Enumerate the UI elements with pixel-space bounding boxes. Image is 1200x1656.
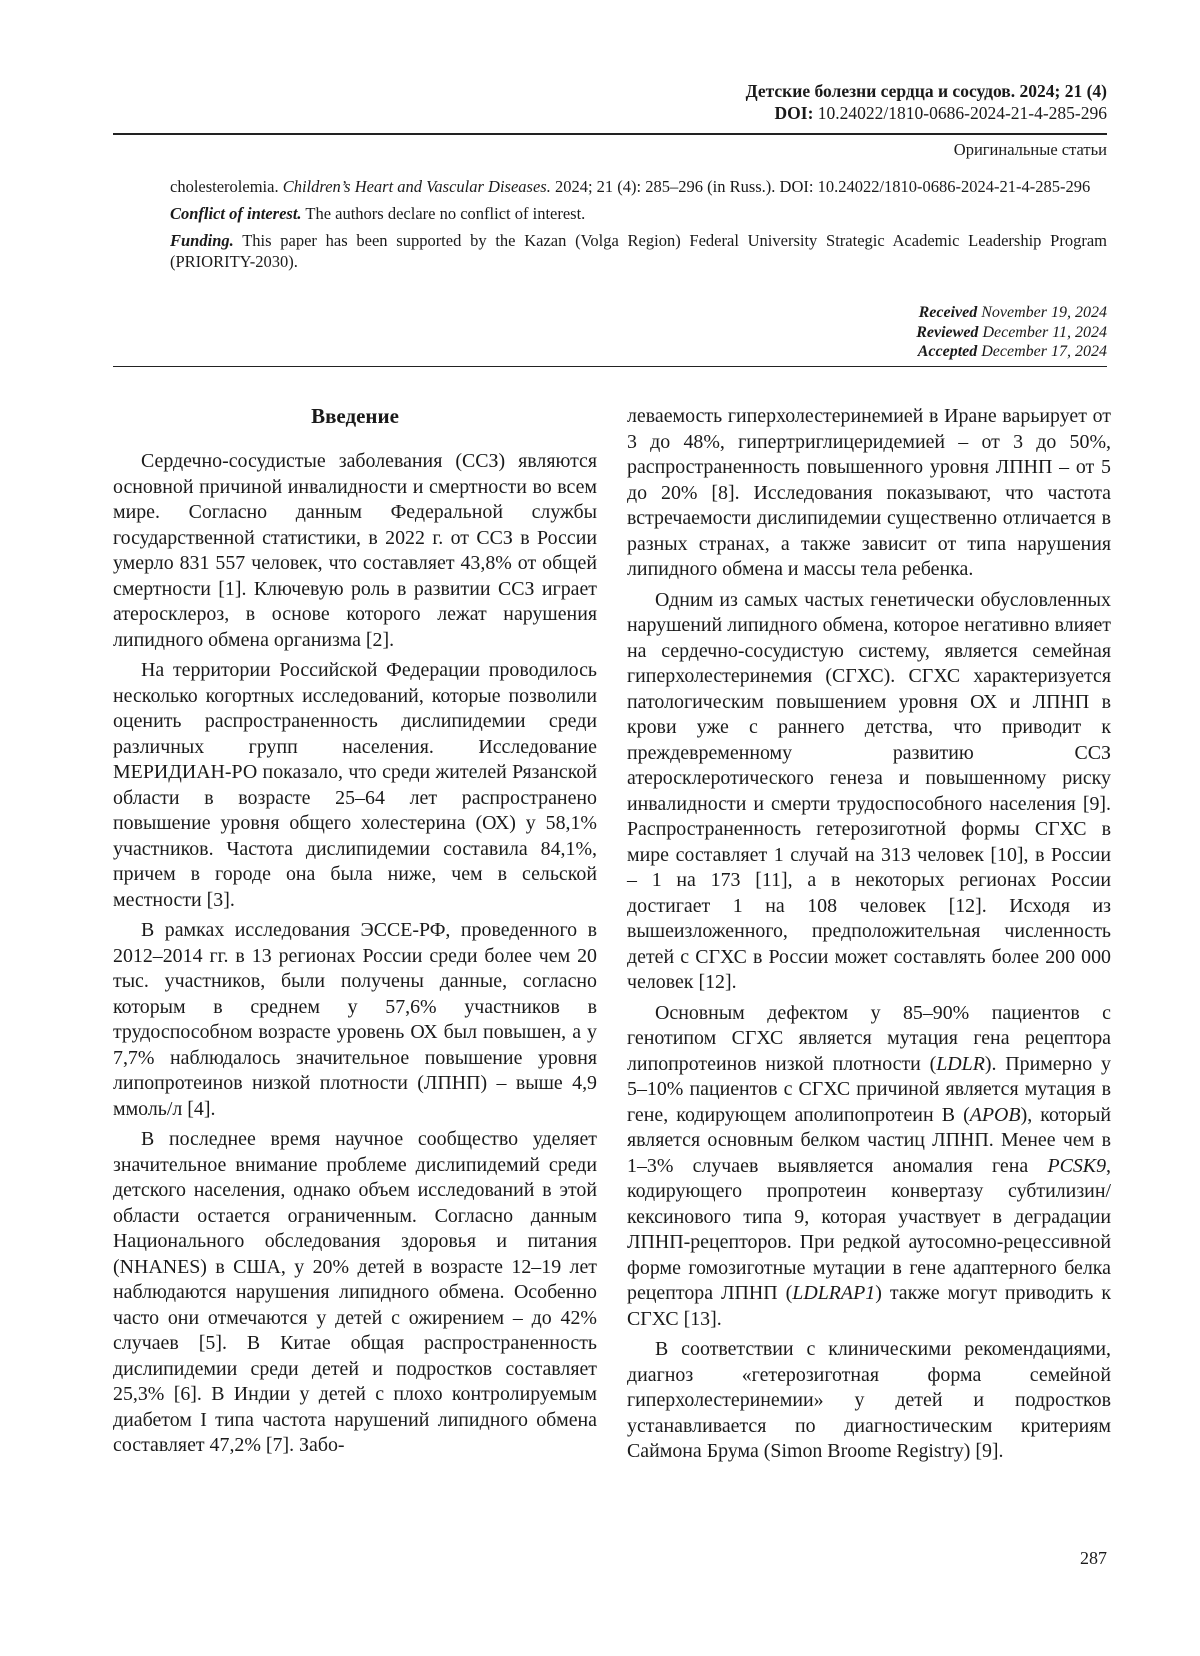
paragraph-8: В соответствии с клиническими рекомендациями, диагноз «гетерозиготная форма семейной гиперхолестеринемии» у детей и подростков устанавливается по диагностическим критериям Саймона Брума (Simon Broome Registry) [9]. — [627, 1338, 1111, 1462]
journal-title: Детские болезни сердца и сосудов. 2024; 21 (4) — [745, 81, 1107, 101]
funding-text: This paper has been supported by the Kazan (Volga Region) Federal University Strategic Academic Leadership Program (PRIORITY-2030). — [170, 231, 1107, 271]
funding-label: Funding. — [170, 231, 234, 250]
received-label: Received — [918, 304, 978, 321]
page-number: 287 — [1080, 1548, 1107, 1568]
paragraph-2: На территории Российской Федерации проводилось несколько когортных исследований, которые позволили оценить распространенность дислипидемии среди различных групп населения. Исследование МЕРИДИАН-РО показало, что среди жителей Рязанской области в возрасте 25–64 лет распространено повышение уровня общего холестерина (ОХ) у 58,1% участников. Частота дислипидемии составила 84,1%, причем в городе она была ниже, чем в сельской местности [3]. — [113, 659, 597, 911]
doi-label: DOI: — [774, 103, 814, 123]
citation — [170, 176, 1107, 197]
p7-text-b: ). Примерно у 5–10% пациентов с СГХС причиной является мутация в гене, кодирующем аполипопротеин B ( — [627, 1052, 1111, 1126]
conflict-label: Conflict of interest. — [170, 204, 302, 223]
front-matter — [170, 176, 1107, 278]
paragraph-7 — [627, 1001, 1111, 1333]
gene-pcsk9: PCSK9 — [1047, 1154, 1107, 1177]
funding-statement — [170, 230, 1107, 272]
p7-text-d: , кодирующего пропротеин конвертазу субтилизин/кексинового типа 9, которая участвует в деградации ЛПНП-рецепторов. При редкой аутосомно-рецессивной форме гомозиготные мутации в гене адаптерного белка рецептора ЛПНП ( — [627, 1154, 1111, 1304]
reviewed-value: December 11, 2024 — [978, 323, 1107, 341]
section-heading: Введение — [311, 404, 399, 428]
header-rule — [113, 133, 1107, 135]
gene-apob: APOB — [969, 1103, 1021, 1126]
paragraph-3: В рамках исследования ЭССЕ-РФ, проведенного в 2012–2014 гг. в 13 регионах России среди более чем 20 тыс. участников, были получены данные, согласно которым в среднем у 57,6% участников в трудоспособном возрасте уровень ОХ был повышен, а у 7,7% наблюдалось значительное повышение уровня липопротеинов низкой плотности (ЛПНП) – выше 4,9 ммоль/л [4]. — [113, 919, 597, 1120]
citation-part2: 2024; 21 (4): 285–296 (in Russ.). DOI: 10.24022/1810-0686-2024-21-4-285-296 — [550, 177, 1091, 196]
left-column — [113, 404, 597, 1464]
paragraph-5: леваемость гиперхолестеринемией в Иране варьирует от 3 до 48%, гипертриглицеридемией – от 3 до 50%, распространенность повышенного уровня ЛПНП – от 5 до 20% [8]. Исследования показывают, что частота встречаемости дислипидемии существенно отличается в разных странах, а также зависит от типа нарушения липидного обмена и массы тела ребенка. — [627, 405, 1111, 580]
gene-ldlr: LDLR — [936, 1052, 985, 1075]
p7-text-e: ) также могут приводить к СГХС [13]. — [627, 1282, 1111, 1330]
conflict-statement — [170, 203, 1107, 224]
doi-value: 10.24022/1810-0686-2024-21-4-285-296 — [813, 103, 1107, 123]
accepted-value: December 17, 2024 — [977, 343, 1107, 360]
received-value: November 19, 2024 — [977, 304, 1107, 321]
doi-line — [746, 102, 1107, 124]
article-dates — [916, 303, 1107, 362]
front-matter-rule — [113, 366, 1107, 367]
paragraph-1: Сердечно-сосудистые заболевания (ССЗ) являются основной причиной инвалидности и смертности во всем мире. Согласно данным Федеральной службы государственной статистики, в 2022 г. от ССЗ в России умерло 831 557 человек, что составляет 43,8% от общей смертности [1]. Ключевую роль в развитии ССЗ играет атеросклероз, в основе которого лежат нарушения липидного обмена организма [2]. — [113, 450, 597, 651]
citation-journal: Children’s Heart and Vascular Diseases. — [282, 177, 551, 196]
section-label: Оригинальные статьи — [953, 140, 1107, 159]
citation-part1: cholesterolemia. — [170, 177, 283, 196]
reviewed-label: Reviewed — [916, 323, 979, 341]
conflict-text: The authors declare no conflict of interest. — [301, 204, 586, 223]
paragraph-6: Одним из самых частых генетически обусловленных нарушений липидного обмена, которое негативно влияет на сердечно-сосудистую систему, является семейная гиперхолестеринемия (СГХС). СГХС характеризуется патологическим повышением уровня ОХ и ЛПНП в крови уже с раннего детства, что приводит к преждевременному развитию ССЗ атеросклеротического генеза и повышенному риску инвалидности и смерти трудоспособного населения [9]. Распространенность гетерозиготной формы СГХС в мире составляет 1 случай на 313 человек [10], в России – 1 на 173 [11], а в некоторых регионах России достигает 1 на 108 человек [12]. Исходя из вышеизложенного, предположительная численность детей с СГХС в России может составлять более 200 000 человек [12]. — [627, 588, 1111, 993]
running-header — [746, 80, 1107, 124]
p7-text-a: Основным дефектом у 85–90% пациентов с генотипом СГХС является мутация гена рецептора липопротеинов низкой плотности ( — [627, 1001, 1111, 1075]
reviewed-date — [916, 323, 1107, 343]
gene-ldlrap1: LDLRAP1 — [792, 1282, 876, 1304]
right-column — [627, 404, 1111, 1470]
paragraph-4: В последнее время научное сообщество уделяет значительное внимание проблеме дислипидемий среди детского населения, однако объем исследований в этой области остается ограниченным. Согласно данным Национального обследования здоровья и питания (NHANES) в США, у 20% детей в возрасте 12–19 лет наблюдаются нарушения липидного обмена. Особенно часто они отмечаются у детей с ожирением – до 42% случаев [5]. В Китае общая распространенность дислипидемии среди детей и подростков составляет 25,3% [6]. В Индии у детей с плохо контролируемым диабетом I типа частота нарушений липидного обмена составляет 47,2% [7]. Забо- — [113, 1128, 597, 1456]
accepted-label: Accepted — [917, 343, 978, 360]
received-date — [916, 303, 1107, 323]
accepted-date — [916, 342, 1107, 362]
p7-text-c: ), который является основным белком частиц ЛПНП. Менее чем в 1–3% случаев выявляется аномалия гена — [627, 1103, 1111, 1177]
